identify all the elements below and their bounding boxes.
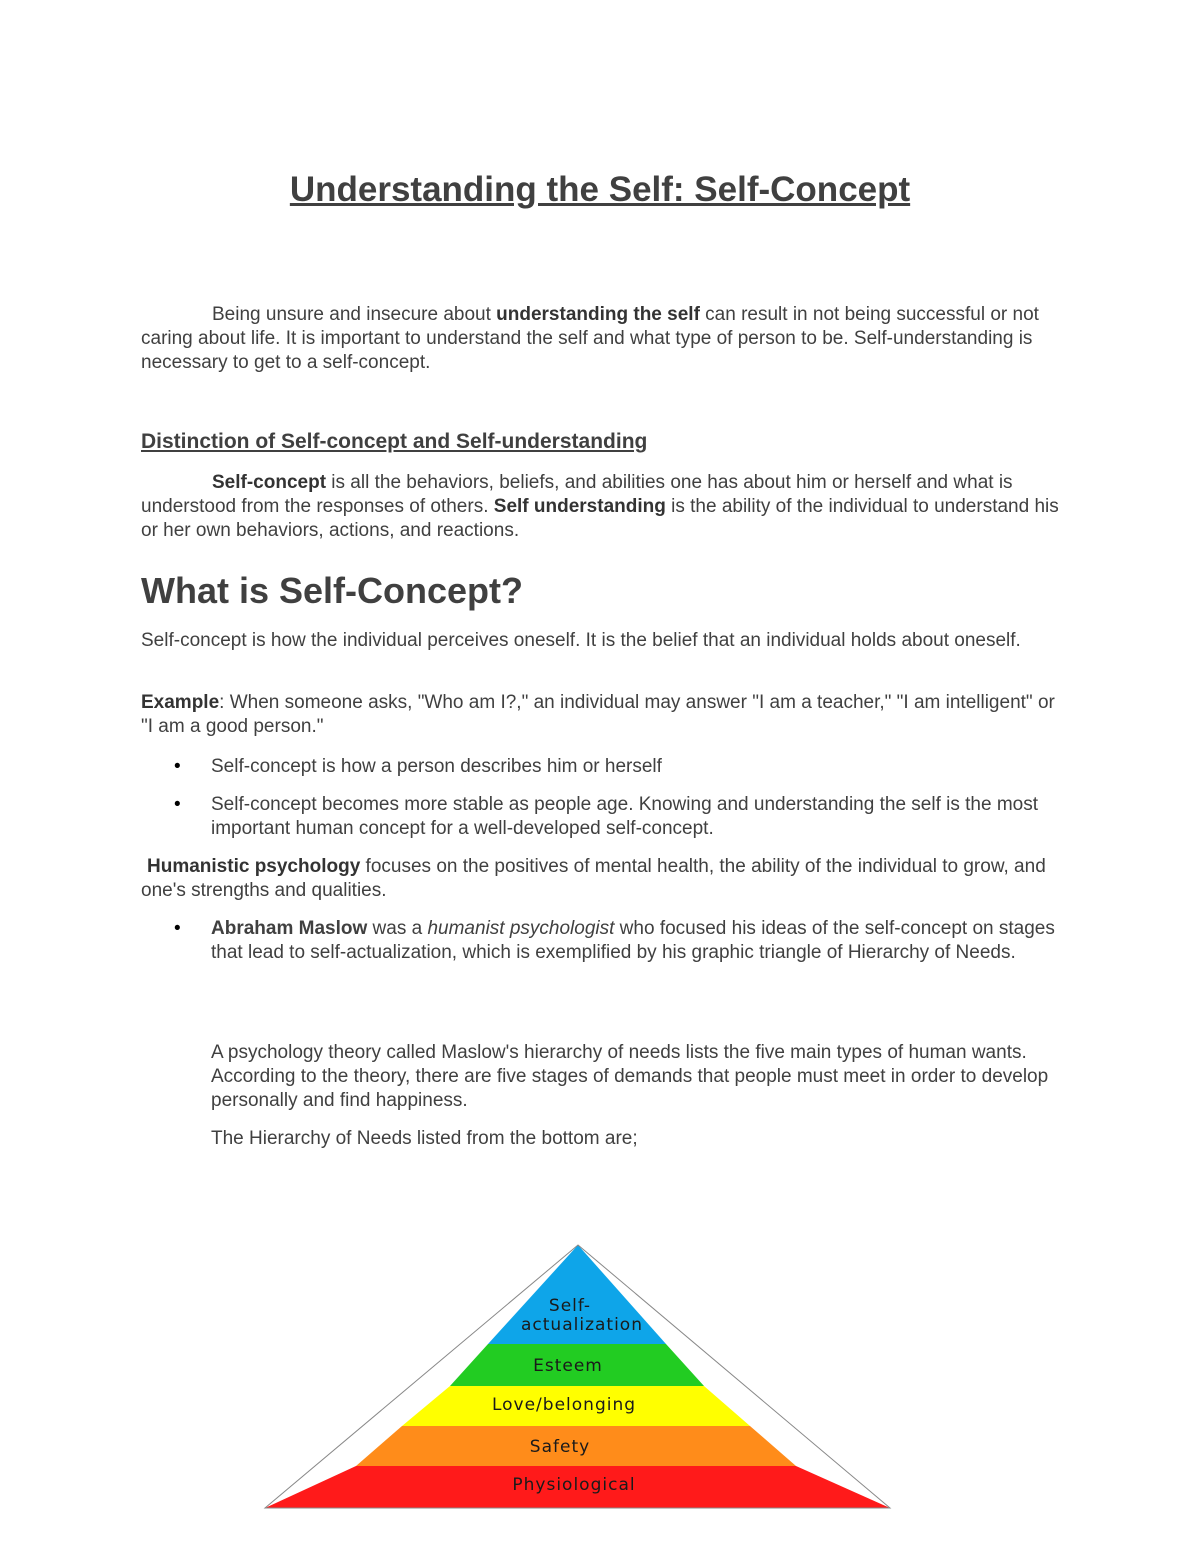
label-esteem: Esteem <box>533 1356 603 1376</box>
maslow-bold: Abraham Maslow <box>211 918 368 939</box>
intro-post: can result in not being successful or not caring about life. It is important to understand the self and what type of person to be. Self-understanding is necessary to get to a self-concept. <box>141 304 1039 373</box>
list-item <box>174 793 1071 841</box>
maslow-paragraph: A psychology theory called Maslow's hierarchy of needs lists the five main types of human wants. According to the theory, there are five stages of demands that people must meet in order to develop personally and find happiness. <box>211 1042 1049 1111</box>
term-self-concept: Self-concept <box>212 472 327 493</box>
bullet-icon: • <box>174 756 181 777</box>
label-actualization: actualization <box>521 1315 643 1335</box>
bullet-text: Self-concept becomes more stable as people age. Knowing and understanding the self is the most important human concept for a well-developed self-concept. <box>211 794 1039 839</box>
what-is-heading: What is Self-Concept? <box>141 570 524 611</box>
label-love-belonging: Love/belonging <box>491 1395 637 1415</box>
bullet-icon: • <box>174 918 181 939</box>
term-self-understanding: Self understanding <box>493 496 666 517</box>
humanistic-paragraph <box>141 855 1061 903</box>
hierarchy-intro: The Hierarchy of Needs listed from the bottom are; <box>211 1128 638 1149</box>
humanistic-bold: Humanistic psychology <box>147 856 361 877</box>
maslow-pre: was a <box>367 918 428 939</box>
maslow-italic: humanist psychologist <box>427 918 615 939</box>
label-physiological: Physiological <box>512 1475 636 1495</box>
hierarchy-pyramid <box>260 1240 900 1515</box>
label-safety: Safety <box>529 1437 591 1457</box>
intro-bold: understanding the self <box>496 304 700 325</box>
distinction-paragraph <box>141 471 1061 543</box>
definition-paragraph: Self-concept is how the individual perceives oneself. It is the belief that an individual holds about oneself. <box>141 630 1021 651</box>
example-label: Example <box>141 692 220 713</box>
definition-self-understanding: is the ability of the individual to understand his or her own behaviors, actions, and reactions. <box>141 496 1059 541</box>
list-item <box>174 755 1071 779</box>
maslow-post: who focused his ideas of the self-concept on stages that lead to self-actualization, which is exemplified by his graphic triangle of Hierarchy of Needs. <box>211 918 1055 963</box>
intro-paragraph <box>141 303 1061 375</box>
page-title: Understanding the Self: Self-Concept <box>289 170 911 209</box>
humanistic-text: focuses on the positives of mental health, the ability of the individual to grow, and one's strengths and qualities. <box>141 856 1046 901</box>
definition-self-concept: is all the behaviors, beliefs, and abilities one has about him or herself and what is understood from the responses of others. <box>141 472 1013 517</box>
bullet-icon: • <box>174 794 181 815</box>
label-self: Self- <box>548 1296 592 1316</box>
intro-pre: Being unsure and insecure about <box>212 304 497 325</box>
list-item <box>174 917 1071 965</box>
distinction-heading: Distinction of Self-concept and Self-understanding <box>141 430 648 453</box>
bullet-text: Self-concept is how a person describes him or herself <box>211 756 662 777</box>
example-paragraph <box>141 691 1061 739</box>
example-text: : When someone asks, "Who am I?," an individual may answer "I am a teacher," "I am intelligent" or "I am a good person." <box>141 692 1055 737</box>
